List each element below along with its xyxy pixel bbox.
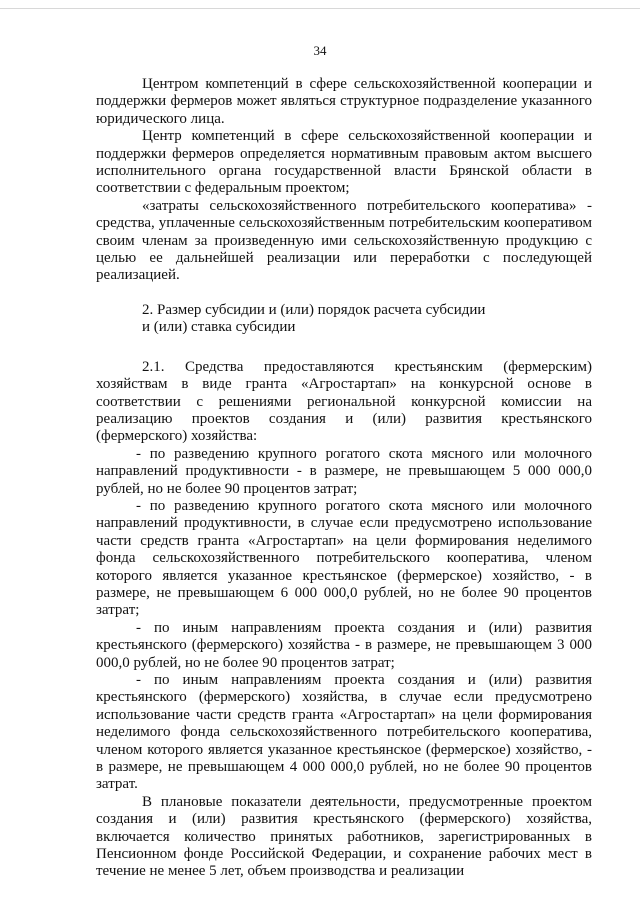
section-heading-line1: 2. Размер субсидии и (или) порядок расчета субсидии bbox=[142, 301, 486, 318]
list-item: - по разведению крупного рогатого скота мясного или молочного направлений продуктивности, в случае если предусмотрено использование части средств гранта «Агростартап» на цели формирования неделимого фонда сельскохозяйственного потребительского кооператива, членом которого является указанное крестьянское (фермерское) хозяйство, - в размере, не превышающем 6 000 000,0 рублей, но не более 90 процентов затрат; bbox=[96, 497, 592, 619]
section-heading bbox=[96, 302, 592, 337]
section-heading-line2: и (или) ставка субсидии bbox=[142, 319, 296, 336]
paragraph: Центром компетенций в сфере сельскохозяйственной кооперации и поддержки фермеров может являться структурное подразделение указанного юридического лица. bbox=[96, 76, 592, 127]
spacer bbox=[96, 285, 592, 302]
scan-edge-line bbox=[0, 8, 640, 9]
list-item: - по иным направлениям проекта создания и (или) развития крестьянского (фермерского) хозяйства, в случае если предусмотрено использование части средств гранта «Агростартап» на цели формирования неделимого фонда сельскохозяйственного потребительского кооператива, членом которого является указанное крестьянское (фермерское) хозяйство, - в размере, не превышающем 4 000 000,0 рублей, но не более 90 процентов затрат. bbox=[96, 672, 592, 793]
page-number: 34 bbox=[313, 43, 327, 58]
list-item: - по разведению крупного рогатого скота мясного или молочного направлений продуктивности - в размере, не превышающем 5 000 000,0 рублей, но не более 90 процентов затрат; bbox=[96, 445, 592, 497]
paragraph-2-1: 2.1. Средства предоставляются крестьянским (фермерским) хозяйствам в виде гранта «Агростартап» на конкурсной основе в соответствии с решениями региональной конкурсной комиссии на реализацию проектов создания и (или) развития крестьянского (фермерского) хозяйства: bbox=[96, 358, 592, 445]
document-body bbox=[96, 76, 592, 881]
spacer bbox=[96, 337, 592, 359]
paragraph: «затраты сельскохозяйственного потребительского кооператива» - средства, уплаченные сельскохозяйственным потребительским кооперативом своим членам за произведенную ими сельскохозяйственную продукцию с целью ее дальнейшей реализации или переработки с последующей реализацией. bbox=[96, 197, 592, 284]
list-item: - по иным направлениям проекта создания и (или) развития крестьянского (фермерского) хозяйства - в размере, не превышающем 3 000 000,0 рублей, но не более 90 процентов затрат; bbox=[96, 619, 592, 671]
paragraph: Центр компетенций в сфере сельскохозяйственной кооперации и поддержки фермеров определяется нормативным правовым актом высшего исполнительного органа государственной власти Брянской области в соответствии с федеральным проектом; bbox=[96, 128, 592, 197]
paragraph: В плановые показатели деятельности, предусмотренные проектом создания и (или) развития крестьянского (фермерского) хозяйства, включается количество принятых работников, зарегистрированных в Пенсионном фонде Российской Федерации, и сохранение рабочих мест в течение не менее 5 лет, объем производства и реализации bbox=[96, 793, 592, 880]
